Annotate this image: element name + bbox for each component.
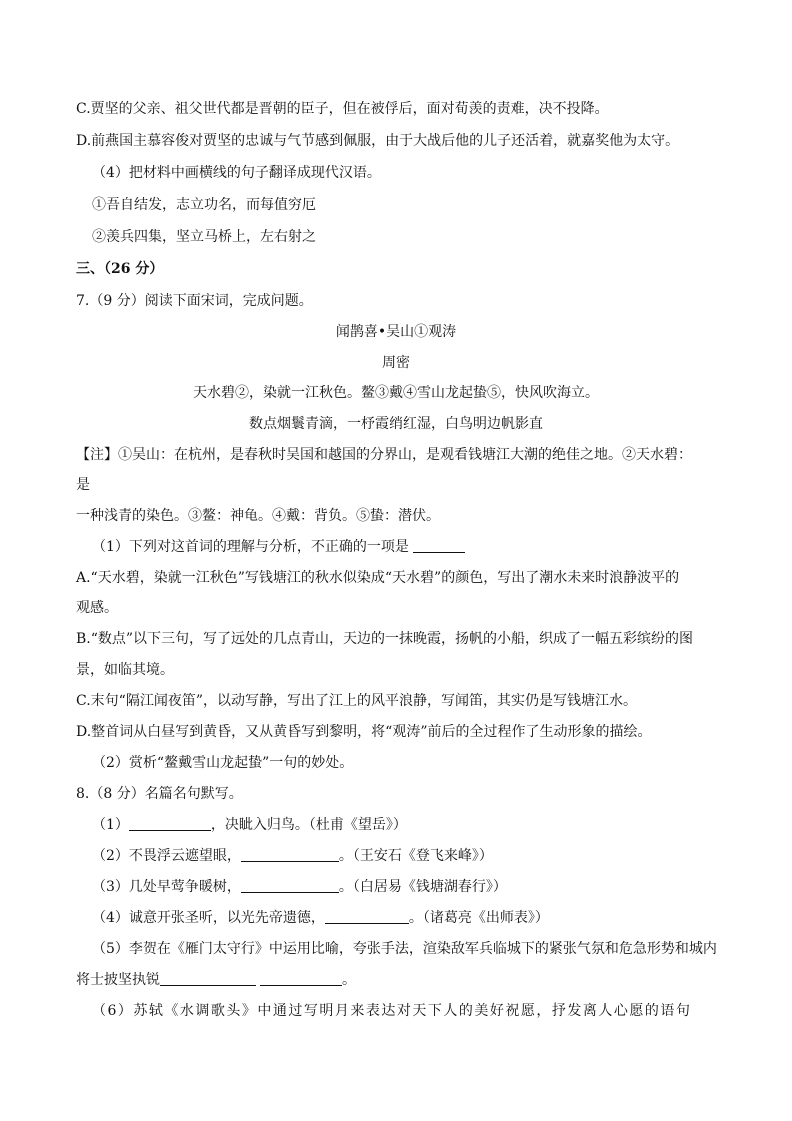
recitation-3 bbox=[92, 877, 507, 897]
recitation-2-blank[interactable] bbox=[241, 847, 339, 862]
recitation-5-blank-1[interactable] bbox=[160, 971, 256, 986]
poem-line-1: 天水碧②，染就一江秋色。鳌③戴④雪山龙起蛰⑤，快风吹海立。 bbox=[193, 385, 599, 401]
notes-line-2: 是 bbox=[76, 477, 90, 493]
recitation-3-text: （3）几处早莺争暖树， bbox=[92, 879, 241, 895]
notes-line-1: 【注】①吴山：在杭州，是春秋时吴国和越国的分界山，是观看钱塘江大潮的绝佳之地。②天水碧： bbox=[76, 447, 692, 463]
recitation-2-text: （2）不畏浮云遮望眼， bbox=[92, 848, 241, 864]
option-a-line-2: 观感。 bbox=[76, 600, 118, 616]
answer-blank[interactable] bbox=[413, 538, 465, 553]
question-8-heading: 8.（8 分）名篇名句默写。 bbox=[76, 786, 243, 802]
recitation-3-source: 。（白居易《钱塘湖春行》） bbox=[338, 879, 507, 895]
translate-sentence-2: ②羡兵四集，坚立马桥上，左右射之 bbox=[92, 229, 316, 245]
poem-author: 周密 bbox=[382, 355, 410, 371]
recitation-5-blank-2[interactable] bbox=[260, 971, 342, 986]
recitation-1-source: ，决眦入归鸟。（杜甫《望岳》） bbox=[210, 817, 407, 833]
recitation-1-number: （1） bbox=[92, 817, 129, 833]
option-d-poem-line: D.整首词从白昼写到黄昏，又从黄昏写到黎明，将“观涛”前后的全过程作了生动形象的描绘。 bbox=[76, 724, 652, 740]
recitation-1 bbox=[92, 815, 407, 835]
subquestion-2: （2）赏析“鳌戴雪山龙起蛰”一句的妙处。 bbox=[92, 755, 354, 771]
translate-sentence-1: ①吾自结发，志立功名，而每值穷厄 bbox=[92, 197, 316, 213]
option-b-line-1: B.“数点”以下三句，写了远处的几点青山，天边的一抹晚霞，扬帆的小船，织成了一幅五彩缤纷的图 bbox=[76, 631, 694, 647]
poem-title: 闻鹊喜•吴山①观涛 bbox=[335, 324, 457, 340]
option-c-poem-line: C.末句“隔江闻夜笛”，以动写静，写出了江上的风平浪静，写闻笛，其实仍是写钱塘江水。 bbox=[76, 693, 637, 709]
subquestion-1-text: （1）下列对这首词的理解与分析，不正确的一项是 bbox=[92, 539, 409, 555]
option-c-line: C.贾坚的父亲、祖父世代都是晋朝的臣子，但在被俘后，面对荀羡的责难，决不投降。 bbox=[76, 101, 609, 117]
recitation-4 bbox=[92, 908, 549, 928]
recitation-5-text: 将士披坚执锐 bbox=[76, 972, 160, 988]
recitation-1-blank[interactable] bbox=[129, 816, 211, 831]
notes-line-3: 一种浅青的染色。③鳌：神龟。④戴：背负。⑤蛰：潜伏。 bbox=[76, 508, 440, 524]
recitation-2 bbox=[92, 846, 493, 866]
recitation-5-line-1: （5）李贺在《雁门太守行》中运用比喻，夸张手法，渲染敌军兵临城下的紧张气氛和危急形势和城内 bbox=[92, 941, 717, 957]
recitation-4-text: （4）诚意开张圣听，以光先帝遗德， bbox=[92, 910, 325, 926]
option-d-line: D.前燕国主慕容俊对贾坚的忠诚与气节感到佩服，由于大战后他的儿子还活着，就嘉奖他为太守。 bbox=[76, 133, 680, 149]
option-a-line-1: A.“天水碧，染就一江秋色”写钱塘江的秋水似染成“天水碧”的颜色，写出了潮水未来时浪静波平的 bbox=[76, 570, 680, 586]
recitation-4-blank[interactable] bbox=[325, 909, 409, 924]
question-4-prompt: （4）把材料中画横线的句子翻译成现代汉语。 bbox=[92, 165, 381, 181]
section-heading: 三、（26 分） bbox=[76, 261, 164, 277]
recitation-2-source: 。（王安石《登飞来峰》） bbox=[338, 848, 493, 864]
recitation-5-line-2 bbox=[76, 970, 356, 990]
subquestion-1 bbox=[92, 537, 465, 557]
recitation-5-end: 。 bbox=[342, 972, 356, 988]
recitation-4-source: 。（诸葛亮《出师表》） bbox=[408, 910, 549, 926]
recitation-3-blank[interactable] bbox=[241, 878, 339, 893]
recitation-6: （6）苏轼《水调歌头》中通过写明月来表达对天下人的美好祝愿，抒发离人心愿的语句 bbox=[92, 1003, 692, 1019]
option-b-line-2: 景，如临其境。 bbox=[76, 662, 174, 678]
question-7-heading: 7.（9 分）阅读下面宋词，完成问题。 bbox=[76, 293, 313, 309]
poem-line-2: 数点烟鬟青滴，一杼霞绡红湿，白鸟明边帆影直 bbox=[249, 416, 543, 432]
